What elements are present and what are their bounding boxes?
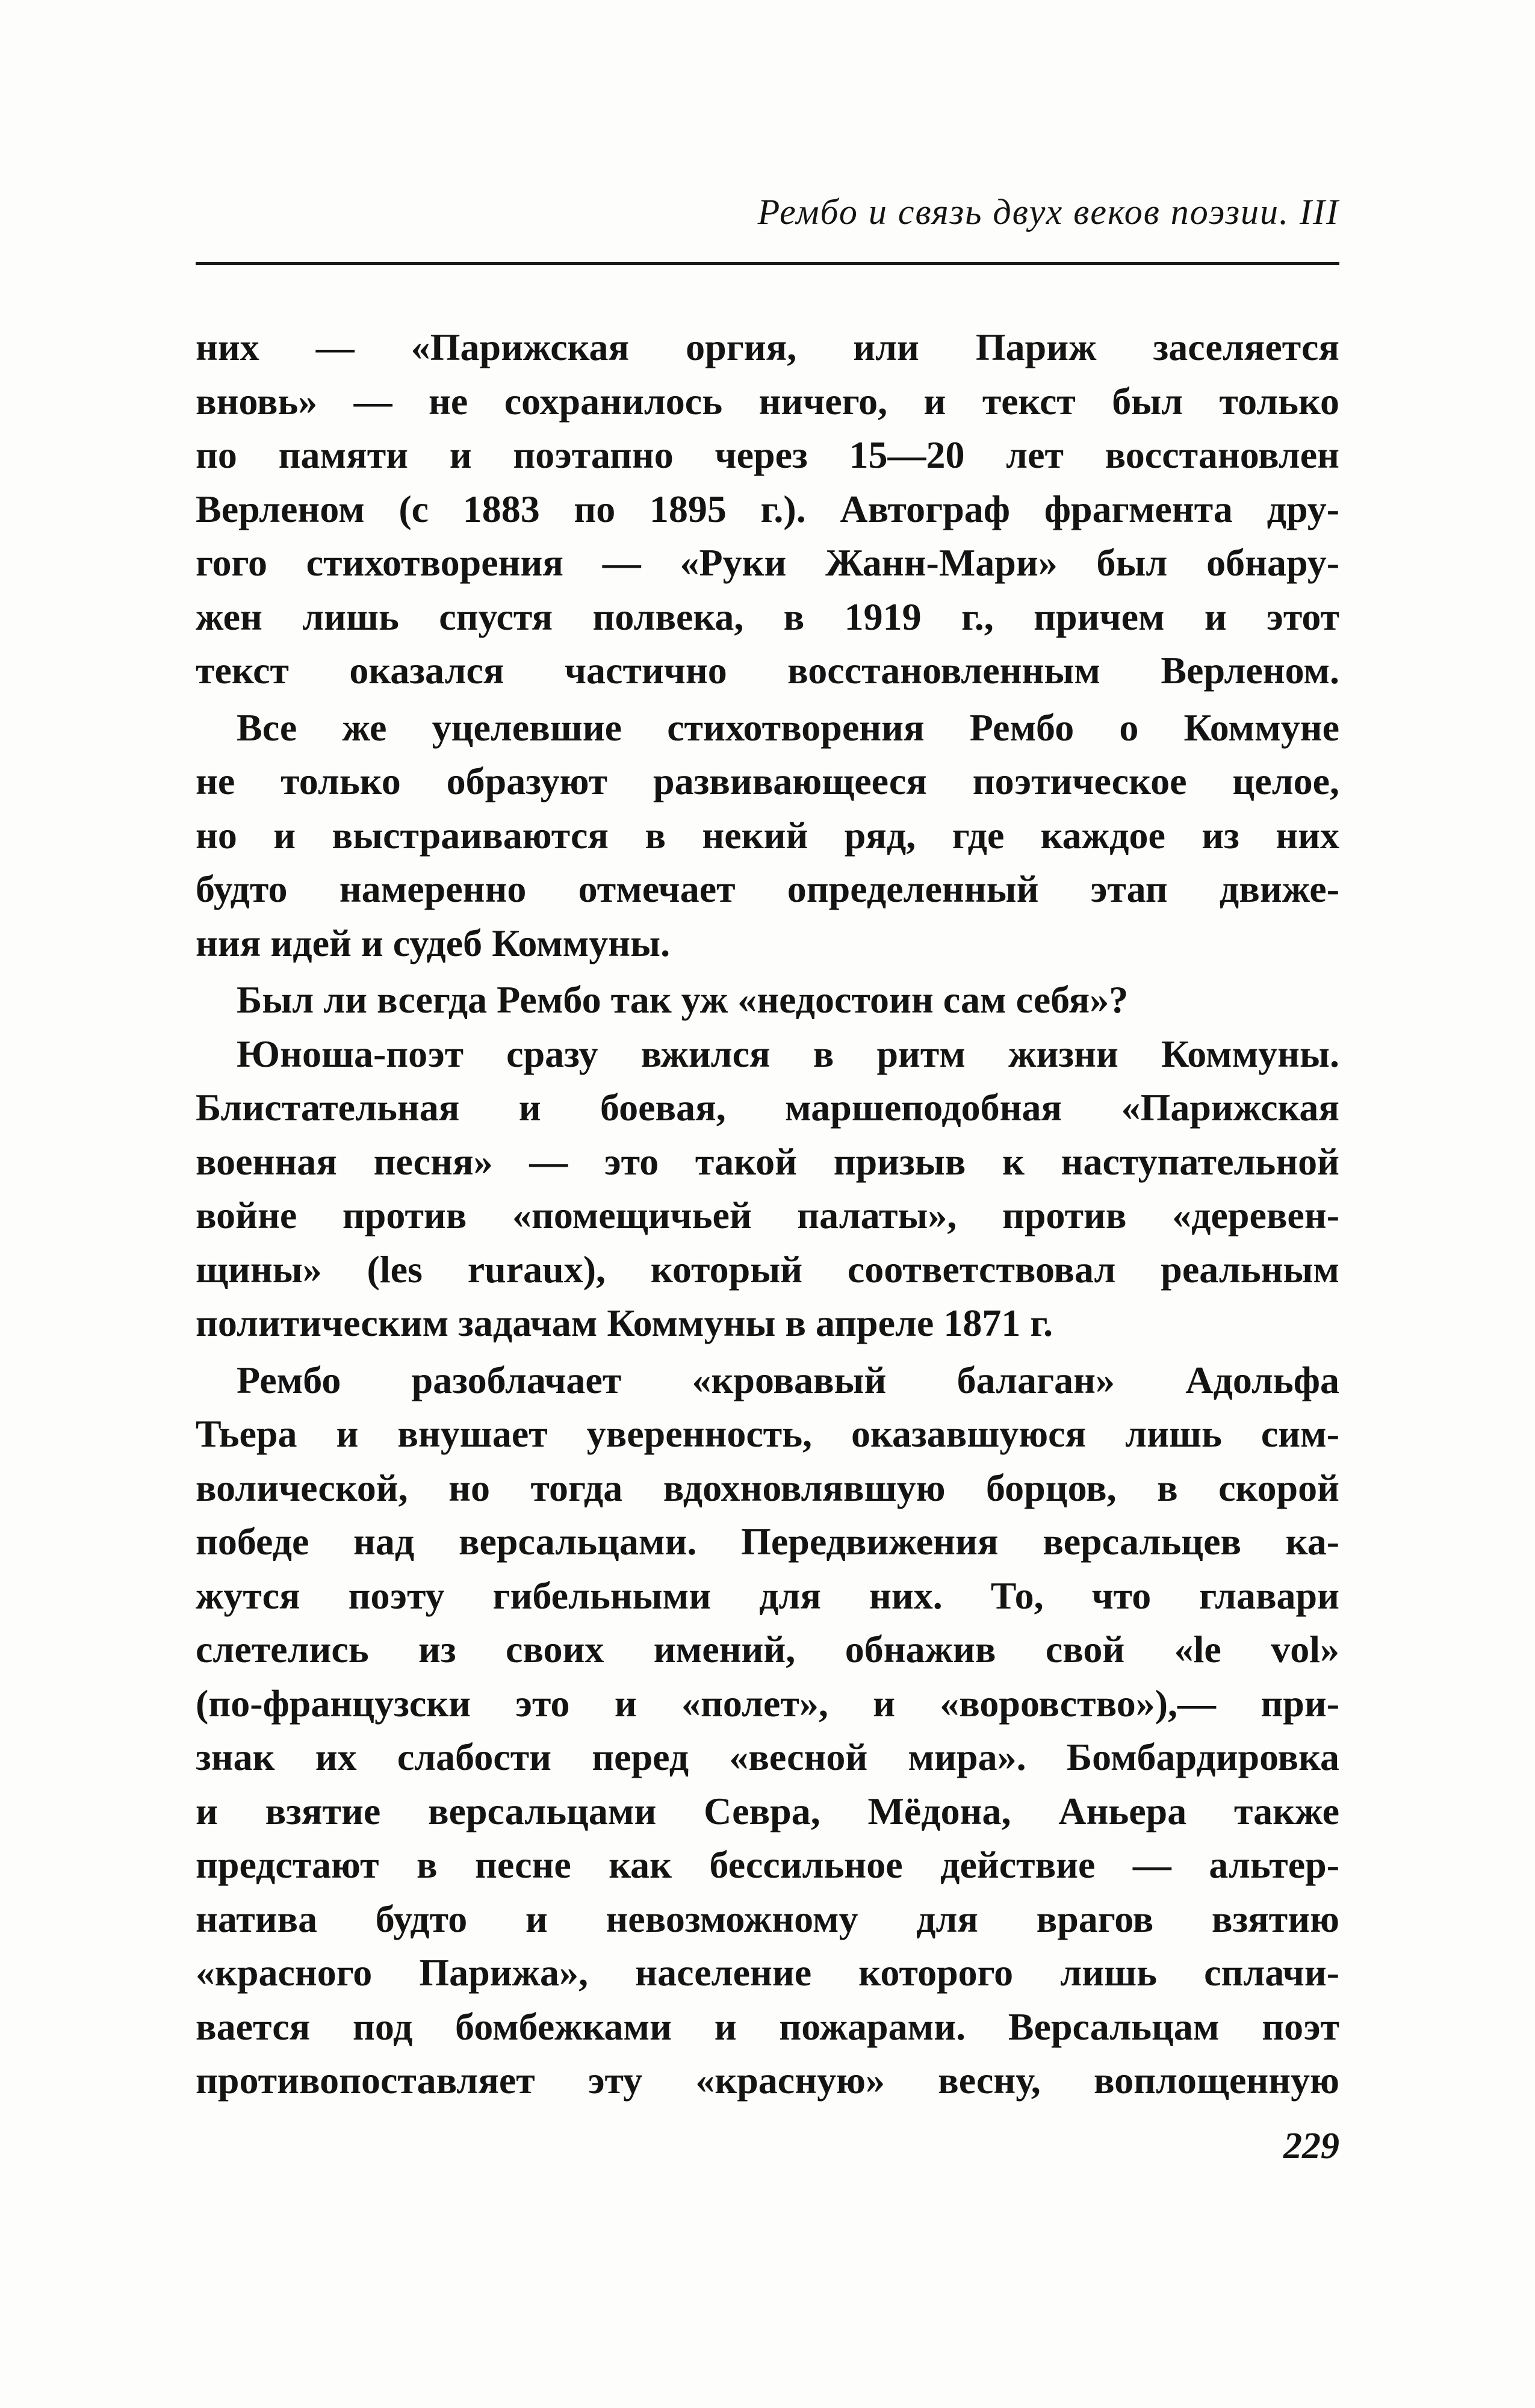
text-line: Был ли всегда Рембо так уж «недостоин сам себя»? [237,978,1129,1021]
text-line: Рембо разоблачает «кровавый балаган» Адольфа [237,1358,1339,1401]
text-line: гого стихотворения — «Руки Жанн-Мари» был обнару- [196,541,1339,584]
text-line: военная песня» — это такой призыв к наступательной [196,1140,1339,1183]
text-line: волической, но тогда вдохновлявшую борцов, в скорой [196,1466,1339,1509]
text-line: Юноша-поэт сразу вжился в ритм жизни Коммуны. [237,1032,1339,1075]
text-line: не только образуют развивающееся поэтическое целое, [196,760,1339,802]
body-text [196,320,1339,2108]
text-line: политическим задачам Коммуны в апреле 1871 г. [196,1302,1053,1344]
text-line: натива будто и невозможному для врагов взятию [196,1897,1339,1940]
text-line: жутся поэту гибельными для них. То, что главари [196,1574,1339,1617]
text-line: вается под бомбежками и пожарами. Версальцам поэт [196,2005,1339,2048]
header-rule [196,262,1339,265]
text-line: (по-французски это и «полет», и «воровство»),— при- [196,1681,1339,1725]
running-head: Рембо и связь двух веков поэзии. III [757,192,1339,232]
text-line: по памяти и поэтапно через 15—20 лет восстановлен [196,433,1339,476]
text-line: но и выстраиваются в некий ряд, где каждое из них [196,813,1339,857]
text-line: слетелись из своих имений, обнажив свой «le vol» [196,1628,1339,1671]
text-line: Блистательная и боевая, маршеподобная «Парижская [196,1086,1339,1129]
text-line: ния идей и судеб Коммуны. [196,921,671,964]
text-line: щины» (les ruraux), который соответствовал реальным [196,1247,1339,1291]
text-line: будто намеренно отмечает определенный этап движе- [196,867,1339,910]
text-line: знак их слабости перед «весной мира». Бомбардировка [196,1736,1339,1778]
text-line: «красного Парижа», население которого лишь сплачи- [196,1951,1339,1994]
text-line: победе над версальцами. Передвижения версальцев ка- [196,1520,1339,1563]
text-line: Верленом (с 1883 по 1895 г.). Автограф фрагмента дру- [196,487,1339,530]
text-line: жен лишь спустя полвека, в 1919 г., причем и этот [196,595,1339,638]
text-line: войне против «помещичьей палаты», против «деревен- [196,1194,1339,1237]
text-line: противопоставляет эту «красную» весну, воплощенную [196,2059,1339,2102]
text-line: и взятие версальцами Севра, Мёдона, Аньера также [196,1789,1339,1832]
text-line: предстают в песне как бессильное действие — альтер- [196,1843,1339,1886]
text-line: Все же уцелевшие стихотворения Рембо о Коммуне [237,706,1339,749]
text-line: текст оказался частично восстановленным Верленом. [196,649,1339,692]
page-number: 229 [1283,2126,1339,2167]
text-line: них — «Парижская оргия, или Париж заселяется [196,326,1339,368]
text-line: Тьера и внушает уверенность, оказавшуюся лишь сим- [196,1412,1339,1455]
text-line: вновь» — не сохранилось ничего, и текст был только [196,379,1339,423]
